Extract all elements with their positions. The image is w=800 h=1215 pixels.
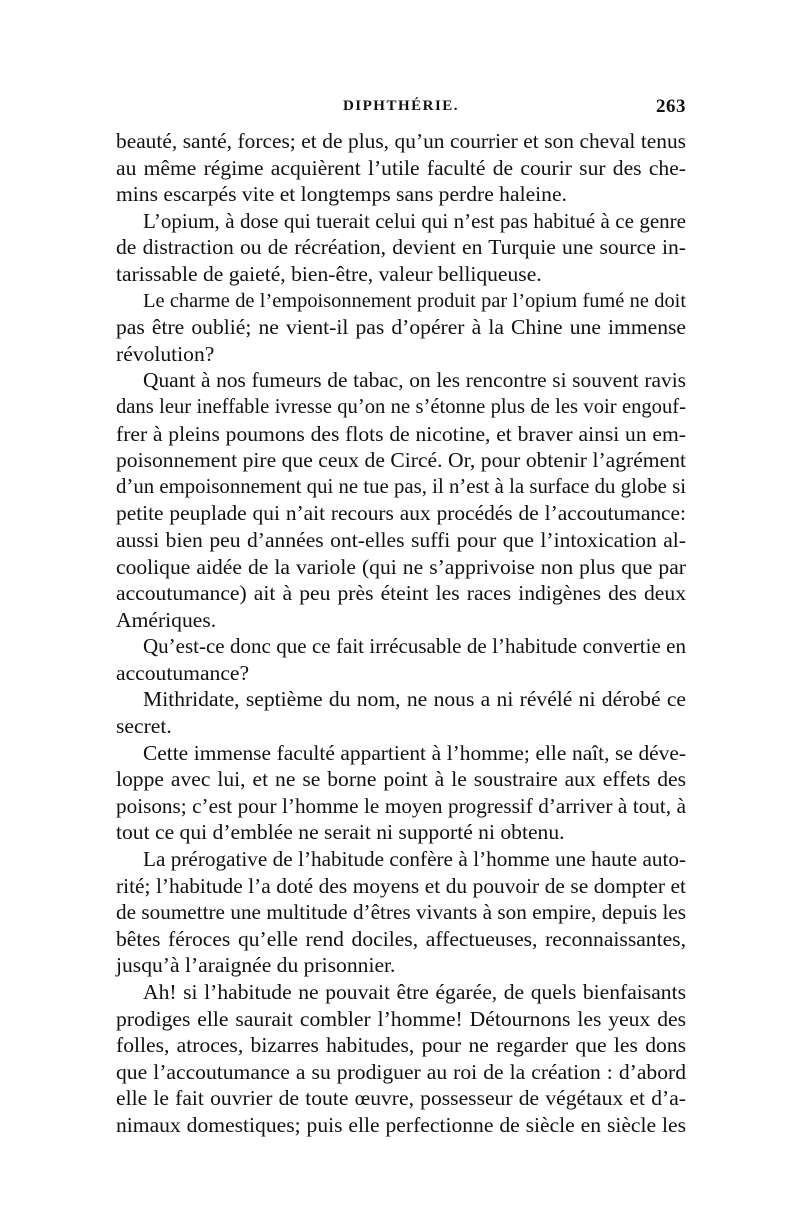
text-line: secret. [116,714,172,739]
page-header [116,98,686,124]
text-line: bêtes féroces qu’elle rend dociles, affectueuses, reconnaissantes, [116,926,686,951]
text-line: d’un empoisonnement qui ne tue pas, il n’est à la surface du globe si [116,474,686,498]
text-line: accoutumance? [116,660,250,685]
text-line: dans leur ineffable ivresse qu’on ne s’étonne plus de les voir engouf- [116,395,686,418]
text-line: aussi bien peu d’années ont-elles suffi pour que l’intoxication al- [116,527,686,552]
page-number: 263 [656,96,686,117]
text-line: révolution? [116,341,215,366]
text-line: Ah! si l’habitude ne pouvait être égarée, de quels bienfaisants [143,980,686,1004]
text-line: folles, atroces, bizarres habitudes, pour ne regarder que les dons [116,1033,686,1058]
text-line: Qu’est-ce donc que ce fait irrécusable de l’habitude convertie en [143,634,686,659]
text-line: de soumettre une multitude d’êtres vivants à son empire, depuis les [116,900,686,925]
text-line: La prérogative de l’habitude confère à l’homme une haute auto- [143,847,686,872]
text-line: nimaux domestiques; puis elle perfectionne de siècle en siècle les [116,1112,686,1137]
text-line: tout ce qui d’emblée ne serait ni supporté ni obtenu. [116,820,565,845]
text-line: elle le fait ouvrier de toute œuvre, possesseur de végétaux et d’a- [116,1086,686,1111]
text-line: rité; l’habitude l’a doté des moyens et du pouvoir de se dompter et [116,873,686,898]
text-line: mins escarpés vite et longtemps sans perdre haleine. [116,182,567,207]
text-line: jusqu’à l’araignée du prisonnier. [116,953,396,978]
text-line: Amériques. [116,607,217,632]
text-line: beauté, santé, forces; et de plus, qu’un courrier et son cheval tenus [116,129,686,153]
text-line: prodiges elle saurait combler l’homme! Détournons les yeux des [116,1006,686,1031]
text-line: au même régime acquièrent l’utile faculté de courir sur des che- [116,155,686,180]
text-line: que l’accoutumance a su prodiguer au roi de la création : d’abord [116,1059,686,1084]
text-line: Cette immense faculté appartient à l’homme; elle naît, se déve- [143,740,686,765]
text-line: L’opium, à dose qui tuerait celui qui n’est pas habitué à ce genre [143,208,686,233]
text-line: de distraction ou de récréation, devient en Turquie une source in- [116,235,686,260]
text-line: poisons; c’est pour l’homme le moyen progressif d’arriver à tout, à [116,793,686,818]
text-line: petite peuplade qui n’ait recours aux procédés de l’accoutumance: [116,501,686,526]
text-line: frer à pleins poumons des flots de nicotine, et braver ainsi un em- [116,421,686,446]
text-line: Quant à nos fumeurs de tabac, on les rencontre si souvent ravis [143,368,686,393]
text-line: pas être oublié; ne vient-il pas d’opérer à la Chine une immense [116,315,686,340]
body-text [116,128,686,1139]
text-line: accoutumance) ait à peu près éteint les races indigènes des deux [116,581,686,606]
text-line: Le charme de l’empoisonnement produit par l’opium fumé ne doit [143,289,686,312]
text-line: Mithridate, septième du nom, ne nous a ni révélé ni dérobé ce [143,687,686,712]
text-line: tarissable de gaieté, bien-être, valeur belliqueuse. [116,261,542,286]
text-line: poisonnement pire que ceux de Circé. Or, pour obtenir l’agrément [116,448,686,473]
running-head: DIPHTHÉRIE. [342,98,460,114]
text-line: coolique aidée de la variole (qui ne s’apprivoise non plus que par [116,554,686,579]
text-line: loppe avec lui, et ne se borne point à le soustraire aux effets des [116,767,686,792]
